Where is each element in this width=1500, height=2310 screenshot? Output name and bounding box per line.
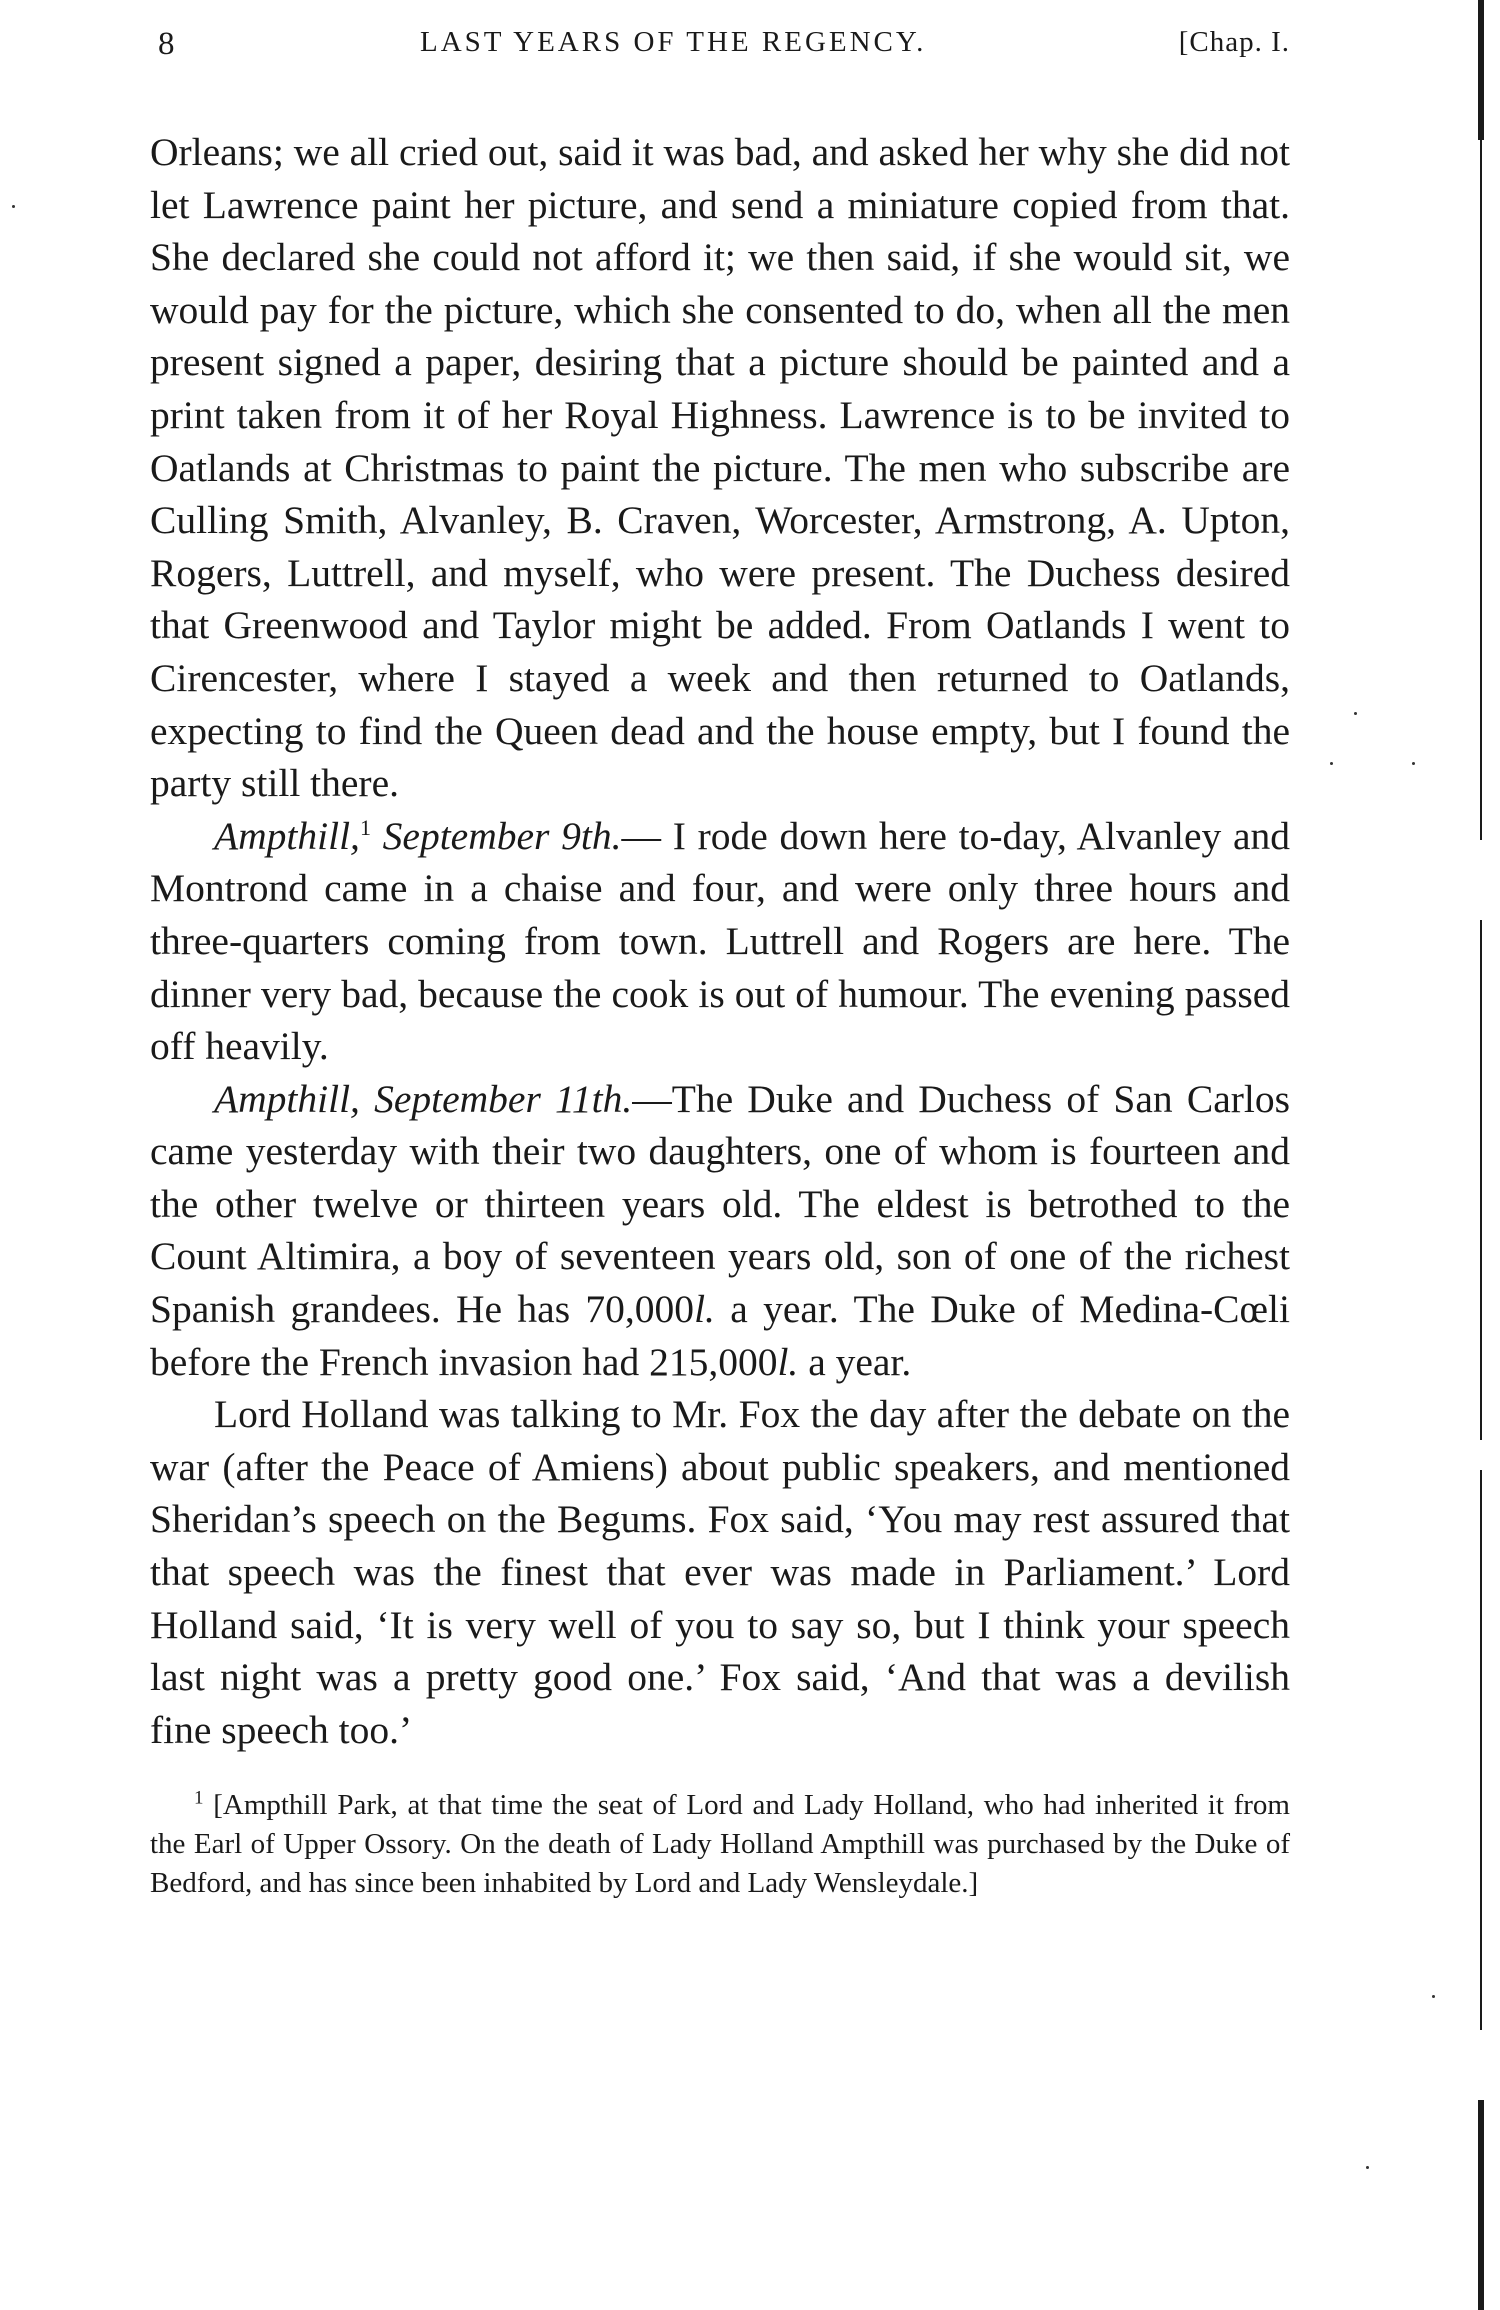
paragraph-text: — I rode down here to-day, Alvanley and Montrond came in a chaise and four, and were only three hours and three-quarters coming from town. Luttrell and Rogers are here. The dinner very bad, because the cook is out of humour. The evening passed off heavily. [150, 813, 1290, 1069]
book-page [150, 26, 1290, 1903]
footnote-reference: 1 [359, 814, 371, 840]
scan-speck [1432, 1995, 1435, 1998]
scan-speck [1354, 712, 1357, 715]
place-name: Ampthill, [214, 813, 360, 858]
footnote-marker: 1 [194, 1787, 204, 1809]
dateline: September 9th. [382, 813, 622, 858]
currency-pound: l. [777, 1339, 799, 1384]
running-title: LAST YEARS OF THE REGENCY. [420, 26, 927, 58]
edge-line [1480, 920, 1482, 1440]
edge-line [1480, 140, 1482, 840]
paragraph-text: a year. The Duke of Medina-Cœli before the French invasion had 215,000 [150, 1287, 1290, 1384]
edge-line [1480, 1470, 1482, 2030]
chapter-marker: [Chap. I. [1178, 26, 1290, 58]
edge-shadow [1478, 2100, 1484, 2310]
paragraph-text: a year. [798, 1339, 912, 1384]
paragraph-ampthill-sept-9 [150, 810, 1290, 1073]
scan-speck [12, 205, 15, 208]
scan-speck [1412, 762, 1415, 765]
paragraph-ampthill-sept-11 [150, 1073, 1290, 1389]
edge-shadow [1478, 0, 1484, 140]
scan-speck [1366, 2166, 1369, 2169]
footnote-text: [Ampthill Park, at that time the seat of Lord and Lady Holland, who had inherited it from the Earl of Upper Ossory. On the death of Lady Holland Ampthill was purchased by the Duke of Bedford, and has since been inhabited by Lord and Lady Wensleydale.] [150, 1789, 1290, 1900]
body-text [150, 126, 1290, 1756]
currency-pound: l. [694, 1287, 715, 1332]
paragraph-text: —The Duke and Duchess of San Carlos came yesterday with their two daughters, one of whom is fourteen and the other twelve or thirteen years old. The eldest is betrothed to the Count Altimira, a boy of seventeen years old, son of one of the richest Spanish grandees. He has 70,000 [150, 1076, 1290, 1332]
dateline: Ampthill, September 11th. [214, 1076, 633, 1121]
footnote [150, 1786, 1290, 1903]
scan-speck [1330, 762, 1333, 765]
paragraph-continued: Orleans; we all cried out, said it was bad, and asked her why she did not let Lawrence paint her picture, and send a miniature copied from that. She declared she could not afford it; we then said, if she would sit, we would pay for the picture, which she consented to do, when all the men present signed a paper, desiring that a picture should be painted and a print taken from it of her Royal Highness. Lawrence is to be invited to Oatlands at Christmas to paint the picture. The men who subscribe are Culling Smith, Alvanley, B. Craven, Worcester, Armstrong, A. Upton, Rogers, Luttrell, and myself, who were present. The Duchess desired that Greenwood and Taylor might be added. From Oatlands I went to Cirencester, where I stayed a week and then returned to Oatlands, expecting to find the Queen dead and the house empty, but I found the party still there. [150, 130, 1290, 806]
page-number: 8 [158, 26, 177, 62]
running-head [150, 26, 1290, 76]
page-edge-scan-artifact [1464, 0, 1500, 2310]
paragraph-holland-fox: Lord Holland was talking to Mr. Fox the day after the debate on the war (after the Peace of Amiens) about public speakers, and mentioned Sheridan’s speech on the Begums. Fox said, ‘You may rest assured that that speech was the finest that ever was made in Parliament.’ Lord Holland said, ‘It is very well of you to say so, but I think your speech last night was a pretty good one.’ Fox said, ‘And that was a devilish fine speech too.’ [150, 1392, 1290, 1752]
